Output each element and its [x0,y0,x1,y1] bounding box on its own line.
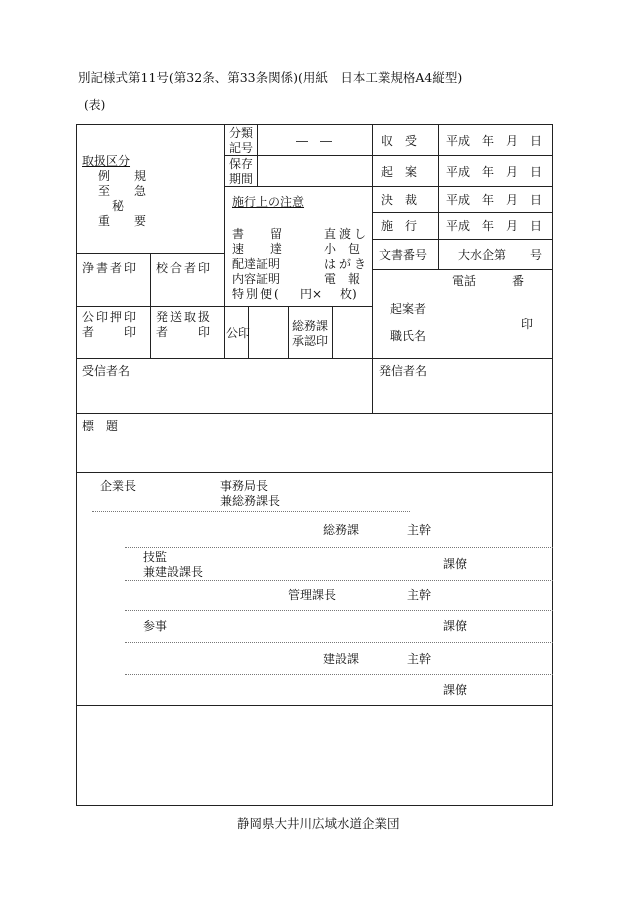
rule [76,358,553,359]
row-label: 施 行 [381,219,418,233]
approval-label: 事務局長 [220,479,269,493]
rule [372,124,373,413]
classification-item: 至 急 [98,184,147,198]
row-value: 平成 年 月 日 [446,219,543,233]
approval-label: 参事 [143,619,168,633]
dotted-rule [125,580,553,581]
notes-text: 電 報 [324,272,361,286]
notes-text: 書 [232,227,245,241]
approval-label: 主幹 [407,523,432,537]
hassou-label: 発送取扱 [156,310,213,324]
rule [438,124,439,269]
classification-title: 取扱区分 [82,154,131,168]
approval-label: 建設課 [323,652,360,666]
approval-label: 課僚 [443,683,468,697]
jousho-label: 浄書者印 [82,261,139,275]
bunsho-value: 大水企第 号 [458,248,543,262]
rule [257,124,258,186]
drafter-phone: 電話 番 [452,274,525,288]
classification-item: 秘 [112,199,125,213]
rule [76,472,553,473]
subject-label: 標 題 [82,419,119,433]
notes-text: 達 [270,242,283,256]
dotted-rule [125,674,553,675]
drafter-label: 職氏名 [390,329,427,343]
drafter-label: 起案者 [390,302,427,316]
side-label: (表) [84,98,106,112]
footer-organization: 静岡県大井川広域水道企業団 [237,816,400,831]
kougou-label: 校合者印 [156,261,213,275]
bunrui-label: 分類 [229,126,254,140]
notes-text: 速 [232,242,245,256]
notes-text: 円× [300,287,323,301]
soumu-label: 承認印 [292,334,329,348]
approval-label: 課僚 [443,557,468,571]
soumu-label: 総務課 [292,319,329,333]
bunrui-label: 記号 [229,141,254,155]
approval-label: 企業長 [100,479,137,493]
classification-item: 重 要 [98,214,147,228]
approval-label: 兼建設課長 [143,565,204,579]
row-label: 起 案 [381,165,418,179]
kouin-oin-label: 者 印 [82,325,139,339]
approval-label: 技監 [143,550,168,564]
hozon-label: 保存 [229,157,254,171]
classification-item: 例 規 [98,169,147,183]
row-value: 平成 年 月 日 [446,134,543,148]
rule [288,306,289,358]
rule [150,253,151,358]
approval-label: 主幹 [407,588,432,602]
hozon-label: 期間 [229,172,254,186]
row-value: 平成 年 月 日 [446,165,543,179]
rule [76,413,553,414]
bunsho-label: 文書番号 [379,248,428,262]
rule [224,155,372,156]
approval-label: 兼総務課長 [220,494,281,508]
approval-label: 課僚 [443,619,468,633]
hassou-label: 者 印 [156,325,213,339]
rule [372,155,553,156]
notes-text: 配達証明 [232,257,281,271]
row-value: 平成 年 月 日 [446,193,543,207]
notes-text: 留 [270,227,283,241]
rule [224,186,372,187]
bunrui-value: ― ― [296,134,333,148]
drafter-seal: 印 [521,317,534,331]
notes-text: 枚) [340,287,357,301]
sender-label: 発信者名 [379,364,428,378]
rule [332,306,333,358]
dotted-rule [125,547,553,548]
row-label: 収 受 [381,134,418,148]
approval-label: 主幹 [407,652,432,666]
notes-text: 内容証明 [232,272,281,286]
recipient-label: 受信者名 [82,364,131,378]
kouin-label: 公印 [226,326,251,340]
form-heading: 別記様式第11号(第32条、第33条関係)(用紙 日本工業規格A4縦型) [78,70,463,85]
rule [224,124,225,358]
rule [372,269,553,270]
dotted-rule [92,511,410,512]
notes-text: 直渡し [324,227,370,241]
notes-text: 小 包 [324,242,361,256]
rule [372,212,553,213]
kouin-oin-label: 公印押印 [82,310,139,324]
notes-title: 施行上の注意 [232,195,305,209]
rule [372,186,553,187]
approval-label: 総務課 [323,523,360,537]
row-label: 決 裁 [381,193,418,207]
dotted-rule [125,642,553,643]
notes-text: はがき [324,257,370,271]
approval-label: 管理課長 [288,588,337,602]
rule [372,239,553,240]
notes-text: 特別便( [232,287,281,301]
rule [76,705,553,706]
dotted-rule [125,610,553,611]
